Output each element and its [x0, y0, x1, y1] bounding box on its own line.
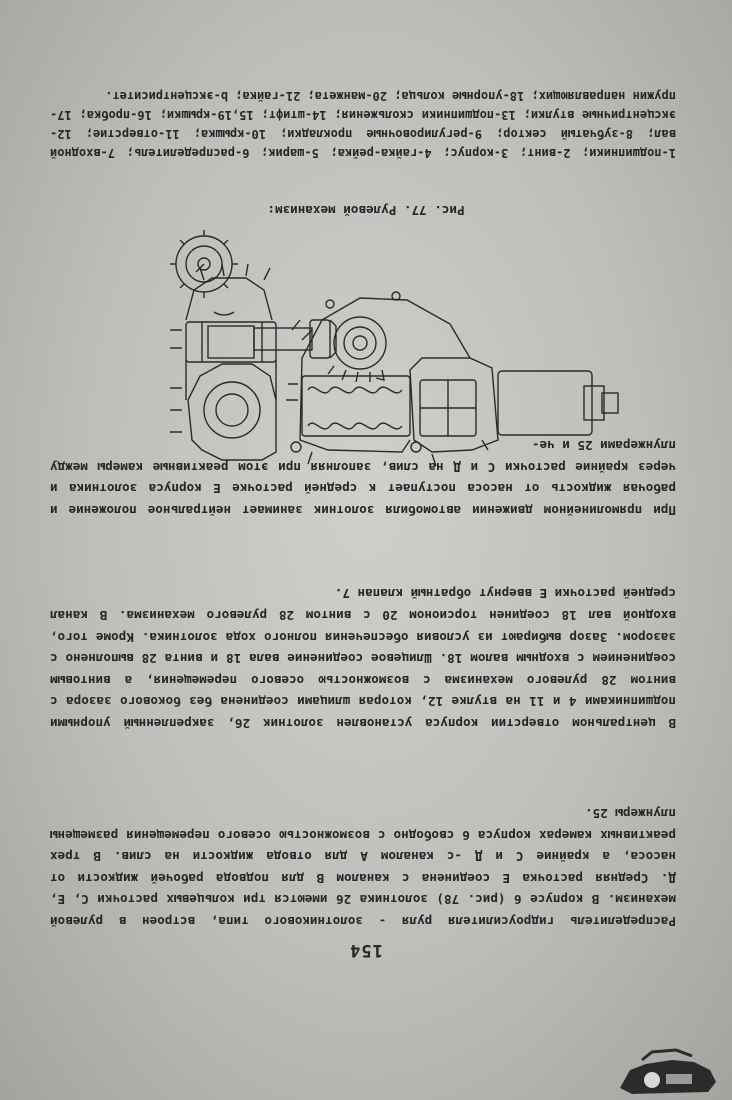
paragraph: Распределитель гидроусилителя руля - золотникового типа, встроен в рулевой механизм. В корпусе 6 (рис. 78) золотника 26 имеются три кольцевых расточки С, Е, Д. Средняя расточка Е соединена с каналом В для подвода рабочей жидкости от насоса, а крайние С и Д -с каналом А для отвода жидкости на слив. В трех реактивных камерах корпуса 6 свободно с возможностью осевого перемещения размещены плунжеры 25. — [50, 806, 676, 929]
eccentric-bushing-detail — [170, 230, 238, 315]
library-stamp-icon — [612, 1040, 722, 1096]
figure-caption: Рис. 77. Рулевой механизм: — [267, 203, 465, 218]
gearbox-front-section — [286, 292, 618, 466]
paragraph: При прямолинейном движении автомобиля золотник занимает нейтральное положение и рабочая жидкость от насоса поступает к средней расточке Е корпуса золотника и через крайние расточки С и Д на слив, заполняя при этом реактивные камеры между плунжерами 25 и че- — [50, 438, 676, 518]
paragraph: В центральном отверстии корпуса установлен золотник 26, закрепленный упорными подшипниками 4 и 11 на втулке 12, которая шлицами соединена без бокового зазора с винтом 28 рулевого механизма с возможностью осевого перемещения, а винтовым соединением с входным валом 18. Шлицевое соединение вала 18 и винта 28 выполнено с зазором. Зазор выбирают из условия обеспечения полного хода золотника. Кроме того, входной вал 18 соединен торсионом 20 с винтом 28 рулевого механизма. В канал средней расточки Е ввернут обратный клапан 7. — [50, 586, 676, 731]
gearbox-side-section — [170, 264, 336, 460]
figure-legend: 1-подшипники; 2-винт; 3-корпус; 4-гайка-рейка; 5-шарик; 6-распределитель; 7-входной вал; 8-зубчатый сектор; 9-регулировочные прокладки; 10-крышка; 11-отверстие; 12-эксцентричные втулки; 13-подшипники скольжения; 14-штифт; 15,19-крышки; 16-пробка; 17-пружин направляющих; 18-упорные кольца; 20-манжета; 21-гайка; b-эксцентриситет. — [50, 89, 676, 160]
page-number: 154 — [349, 940, 383, 960]
